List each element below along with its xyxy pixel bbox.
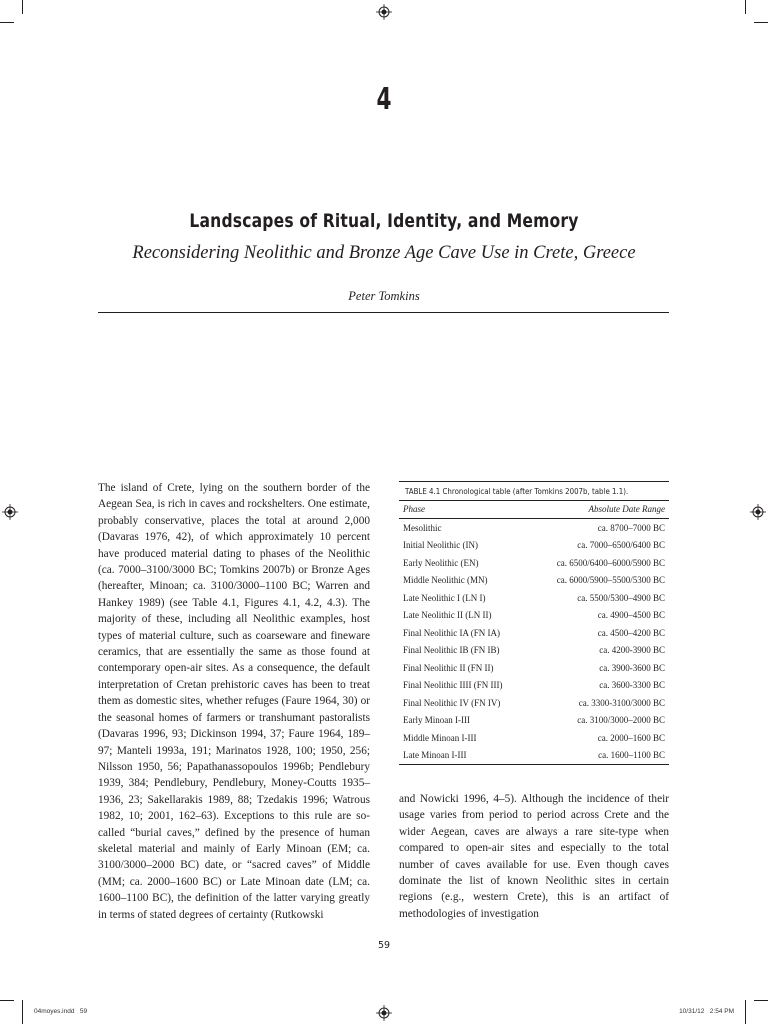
- crop-mark: [745, 1000, 746, 1024]
- table-cell-date-range: ca. 8700–7000 BC: [597, 522, 665, 533]
- table-cell-phase: Final Neolithic IIII (FN III): [403, 680, 503, 691]
- table-row: [399, 607, 669, 625]
- table-row: [399, 537, 669, 555]
- table-cell-phase: Middle Minoan I-III: [403, 732, 477, 743]
- crop-mark: [754, 22, 768, 23]
- table-cell-phase: Early Minoan I-III: [403, 715, 470, 726]
- body-paragraph: and Nowicki 1996, 4–5). Although the incidence of their usage varies from period to period across Crete and the wider Aegean, caves are always a rare site-type when compared to open-air sites and especially to the total number of caves available for use. Even though caves dominate the list of known Neolithic sites in certain regions (e.g., western Crete), this is an artifact of methodologies of investigation: [399, 793, 669, 920]
- table-cell-date-range: ca. 4900–4500 BC: [597, 610, 665, 621]
- table-cell-date-range: ca. 6000/5900–5500/5300 BC: [556, 575, 665, 586]
- chronology-table: [399, 481, 669, 765]
- table-cell-phase: Early Neolithic (EN): [403, 557, 479, 568]
- table-row: [399, 572, 669, 590]
- crop-mark: [22, 0, 23, 14]
- chapter-subtitle: Reconsidering Neolithic and Bronze Age Cave Use in Crete, Greece: [132, 243, 636, 263]
- body-column-right: [399, 791, 669, 922]
- registration-mark-icon: [2, 504, 18, 520]
- registration-mark-icon: [750, 504, 766, 520]
- page-number: 59: [377, 940, 391, 951]
- print-slug-date: 10/31/12 2:54 PM: [679, 1008, 734, 1015]
- body-column-left: [98, 480, 370, 923]
- crop-mark: [0, 1000, 14, 1001]
- table-row: [399, 554, 669, 572]
- table-cell-phase: Mesolithic: [403, 522, 442, 533]
- table-cell-date-range: ca. 5500/5300–4900 BC: [577, 592, 665, 603]
- title-rule: [98, 312, 669, 313]
- table-header-phase: Phase: [399, 501, 529, 519]
- table-row: [399, 642, 669, 660]
- table-row: [399, 659, 669, 677]
- table-row: [399, 694, 669, 712]
- table-cell-date-range: ca. 6500/6400–6000/5900 BC: [556, 557, 665, 568]
- table-cell-phase: Final Neolithic II (FN II): [403, 662, 494, 673]
- table-cell-phase: Middle Neolithic (MN): [403, 575, 488, 586]
- body-paragraph: The island of Crete, lying on the southern border of the Aegean Sea, is rich in caves and rockshelters. One estimate, probably conservative, places the total at around 2,000 (Davaras 1976, 42), of which approximately 10 percent have produced material dating to phases of the Neolithic (ca. 7000–3100/3000 BC; Tomkins 2007b) or Bronze Ages (hereafter, Minoan; ca. 3100/3000–1100 BC; Warren and Hankey 1989) (see Table 4.1, Figures 4.1, 4.2, 4.3). The majority of these, including all Neolithic examples, host types of material culture, such as coarseware and fineware ceramics, that are essentially the same as those found at contemporary open-air sites. As a consequence, the default interpretation of Cretan prehistoric caves has been to treat them as domestic sites, whether refuges (Faure 1964, 30) or the seasonal homes of farmers or transhumant pastoralists (Davaras 1996, 93; Dickinson 1994, 37; Faure 1964, 189–97; Manteli 1993a, 191; Marinatos 1928, 100; 1950, 256; Nilsson 1950, 56; Papathanassopoulos 1996b; Pendlebury 1939, 384; Pendlebury, Pendlebury, Money-Coutts 1935–1936, 23; Sakellarakis 1989, 88; Tzedakis 1996; Watrous 1982, 10; 2001, 162–63). Exceptions to this rule are so-called “burial caves,” defined by the presence of human skeletal material and mainly of Early Minoan (EM; ca. 3100/3000–2000 BC) date, or “sacred caves” of Middle (MM; ca. 2000–1600 BC) or Late Minoan date (LM; ca. 1600–1100 BC), the definition of the latter varying greatly in terms of stated degrees of certainty (Rutkowski: [98, 482, 370, 921]
- crop-mark: [0, 22, 14, 23]
- table-row: [399, 747, 669, 765]
- table-cell-phase: Final Neolithic IV (FN IV): [403, 697, 501, 708]
- registration-mark-icon: [376, 4, 392, 20]
- table-row: [399, 589, 669, 607]
- table-header-date-range: Absolute Date Range: [529, 501, 669, 519]
- table-cell-phase: Late Minoan I-III: [399, 747, 529, 765]
- table-cell-date-range: ca. 4200-3900 BC: [599, 645, 665, 656]
- table-cell-phase: Initial Neolithic (IN): [403, 540, 478, 551]
- crop-mark: [22, 1000, 23, 1024]
- table-row: [399, 519, 669, 537]
- chapter-number: 4: [376, 82, 392, 117]
- chapter-title: Landscapes of Ritual, Identity, and Memory: [189, 210, 579, 232]
- table-cell-date-range: ca. 7000–6500/6400 BC: [577, 540, 665, 551]
- table-row: [399, 712, 669, 730]
- crop-mark: [745, 0, 746, 14]
- author-name: Peter Tomkins: [348, 289, 420, 303]
- table-cell-date-range: ca. 3600-3300 BC: [599, 680, 665, 691]
- table-row: [399, 624, 669, 642]
- table-cell-date-range: ca. 3900-3600 BC: [599, 662, 665, 673]
- table-cell-phase: Final Neolithic IA (FN IA): [403, 627, 500, 638]
- table-row: [399, 677, 669, 695]
- table-cell-phase: Late Neolithic I (LN I): [403, 592, 486, 603]
- table-row: [399, 729, 669, 747]
- table-cell-date-range: ca. 3300-3100/3000 BC: [578, 697, 665, 708]
- crop-mark: [754, 1000, 768, 1001]
- table-cell-date-range: ca. 4500–4200 BC: [597, 627, 665, 638]
- table-cell-date-range: ca. 2000–1600 BC: [597, 732, 665, 743]
- table-cell-phase: Late Neolithic II (LN II): [403, 610, 492, 621]
- table-cell-date-range: ca. 3100/3000–2000 BC: [577, 715, 665, 726]
- print-slug-file: 04moyes.indd 59: [34, 1008, 88, 1015]
- table-cell-phase: Final Neolithic IB (FN IB): [403, 645, 500, 656]
- table-caption: TABLE 4.1 Chronological table (after Tomkins 2007b, table 1.1).: [399, 481, 669, 501]
- registration-mark-icon: [376, 1005, 392, 1021]
- table-cell-date-range: ca. 1600–1100 BC: [529, 747, 669, 765]
